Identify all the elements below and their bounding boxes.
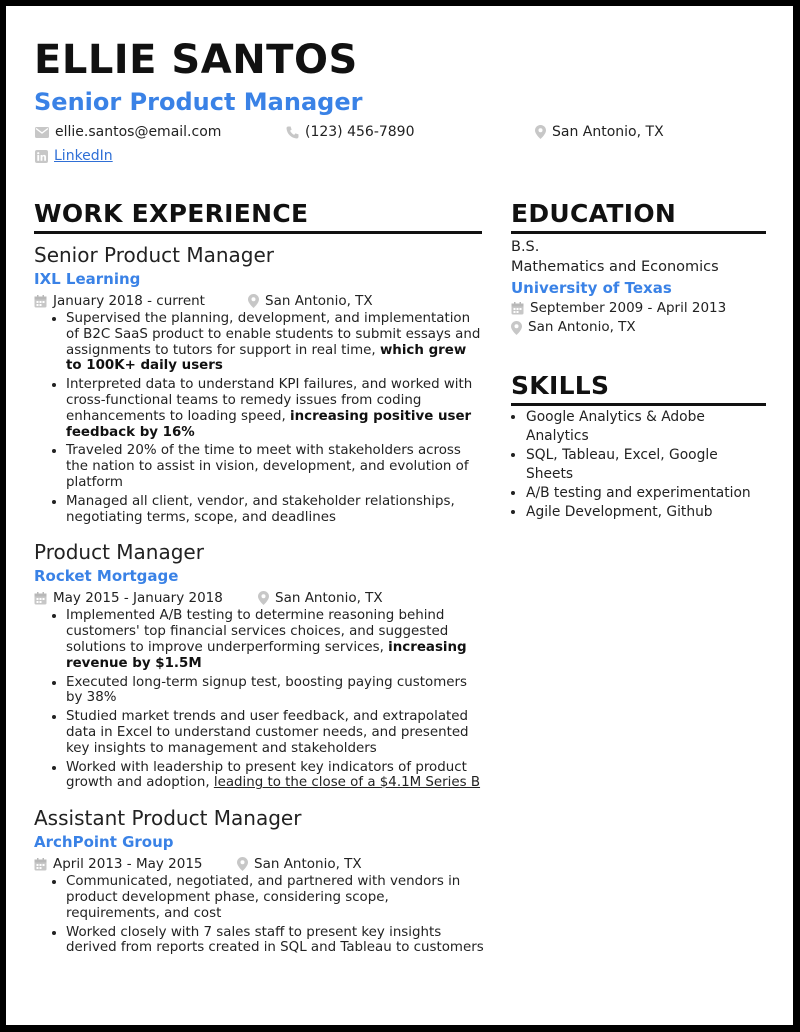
job-bullets bbox=[34, 874, 484, 956]
list-item: • Worked with leadership to present key indicators of product growth and adoption, leading to the close of a $4.1M Series B bbox=[66, 760, 484, 792]
map-pin-icon bbox=[511, 321, 522, 335]
list-item: • Studied market trends and user feedback, and extrapolated data in Excel to understand customer needs, and presented key insights to management and stakeholders bbox=[66, 709, 484, 756]
job-location-text: San Antonio, TX bbox=[265, 293, 373, 309]
job-company: Rocket Mortgage bbox=[34, 567, 179, 586]
list-item: • A/B testing and experimentation bbox=[526, 484, 767, 503]
map-pin-icon bbox=[535, 125, 546, 139]
map-pin-icon bbox=[237, 857, 248, 871]
edu-school: University of Texas bbox=[511, 279, 672, 297]
calendar-icon bbox=[34, 592, 47, 605]
calendar-icon bbox=[511, 302, 524, 315]
skills-heading: SKILLS bbox=[511, 371, 610, 400]
job-entry bbox=[34, 805, 484, 956]
work-experience-heading: WORK EXPERIENCE bbox=[34, 199, 309, 228]
contact-location bbox=[535, 123, 664, 141]
linkedin-link[interactable]: LinkedIn bbox=[54, 148, 113, 164]
calendar-icon bbox=[34, 858, 47, 871]
job-company: ArchPoint Group bbox=[34, 833, 174, 852]
contact-linkedin bbox=[35, 147, 113, 165]
skills-divider bbox=[511, 403, 766, 406]
contact-email bbox=[35, 123, 221, 141]
job-title: Senior Product Manager bbox=[34, 243, 275, 267]
job-bullets bbox=[34, 608, 484, 791]
list-item: • Executed long-term signup test, boosting paying customers by 38% bbox=[66, 675, 484, 707]
list-item: • Implemented A/B testing to determine reasoning behind customers' top financial services choices, and suggested solutions to improve underperforming services, increasing revenue by $1.5M bbox=[66, 608, 484, 671]
edu-dates-text: September 2009 - April 2013 bbox=[530, 300, 727, 316]
edu-degree: B.S. bbox=[511, 239, 540, 255]
phone-icon bbox=[286, 126, 299, 139]
edu-major: Mathematics and Economics bbox=[511, 259, 719, 275]
job-entry bbox=[34, 539, 484, 791]
map-pin-icon bbox=[248, 294, 259, 308]
job-dates bbox=[34, 589, 258, 607]
list-item: • Google Analytics & Adobe Analytics bbox=[526, 408, 767, 446]
work-experience-list bbox=[34, 242, 484, 970]
job-meta bbox=[34, 589, 484, 607]
contact-phone bbox=[286, 123, 415, 141]
linkedin-icon bbox=[35, 150, 48, 163]
envelope-icon bbox=[35, 127, 49, 138]
skills-list bbox=[511, 408, 767, 522]
education-heading: EDUCATION bbox=[511, 199, 677, 228]
list-item: • SQL, Tableau, Excel, Google Sheets bbox=[526, 446, 767, 484]
job-dates-text: May 2015 - January 2018 bbox=[53, 590, 223, 607]
list-item: • Worked closely with 7 sales staff to present key insights derived from reports created in SQL and Tableau to customers bbox=[66, 925, 484, 957]
resume-page bbox=[6, 6, 793, 1025]
job-location bbox=[237, 855, 362, 873]
job-bullets bbox=[34, 311, 484, 525]
list-item: • Interpreted data to understand KPI failures, and worked with cross-functional teams to remedy issues from coding enhancements to loading speed, increasing positive user feedback by 16% bbox=[66, 377, 484, 440]
list-item: • Managed all client, vendor, and stakeholder relationships, negotiating terms, scope, and deadlines bbox=[66, 494, 484, 526]
work-experience-divider bbox=[34, 231, 482, 234]
location-text: San Antonio, TX bbox=[552, 124, 664, 140]
job-location-text: San Antonio, TX bbox=[275, 590, 383, 607]
list-item: • Supervised the planning, development, and implementation of B2C SaaS product to enable students to submit essays and assignments to tutors for support in real time, which grew to 100K+ daily users bbox=[66, 311, 484, 374]
skills-block bbox=[511, 408, 767, 522]
job-company: IXL Learning bbox=[34, 270, 141, 288]
job-dates bbox=[34, 292, 248, 310]
edu-location bbox=[511, 318, 767, 337]
calendar-icon bbox=[34, 295, 47, 308]
candidate-name: ELLIE SANTOS bbox=[34, 37, 358, 83]
map-pin-icon bbox=[258, 591, 269, 605]
job-location bbox=[258, 589, 383, 607]
list-item: • Traveled 20% of the time to meet with stakeholders across the nation to assist in vision, development, and evolution of platform bbox=[66, 443, 484, 490]
list-item: • Communicated, negotiated, and partnered with vendors in product development phase, considering scope, requirements, and cost bbox=[66, 874, 484, 921]
email-text: ellie.santos@email.com bbox=[55, 124, 222, 140]
candidate-title: Senior Product Manager bbox=[34, 88, 363, 116]
job-meta bbox=[34, 292, 484, 310]
job-location-text: San Antonio, TX bbox=[254, 856, 362, 873]
edu-dates bbox=[511, 299, 767, 318]
list-item: • Agile Development, Github bbox=[526, 503, 767, 522]
job-location bbox=[248, 292, 373, 310]
job-entry bbox=[34, 242, 484, 525]
edu-location-text: San Antonio, TX bbox=[528, 319, 636, 335]
job-dates-text: April 2013 - May 2015 bbox=[53, 856, 203, 873]
job-title: Assistant Product Manager bbox=[34, 806, 302, 831]
phone-text: (123) 456-7890 bbox=[305, 124, 415, 140]
education-block bbox=[511, 237, 767, 337]
job-dates bbox=[34, 855, 237, 873]
job-meta bbox=[34, 855, 484, 873]
job-title: Product Manager bbox=[34, 540, 204, 565]
job-dates-text: January 2018 - current bbox=[53, 293, 205, 309]
education-divider bbox=[511, 231, 766, 234]
